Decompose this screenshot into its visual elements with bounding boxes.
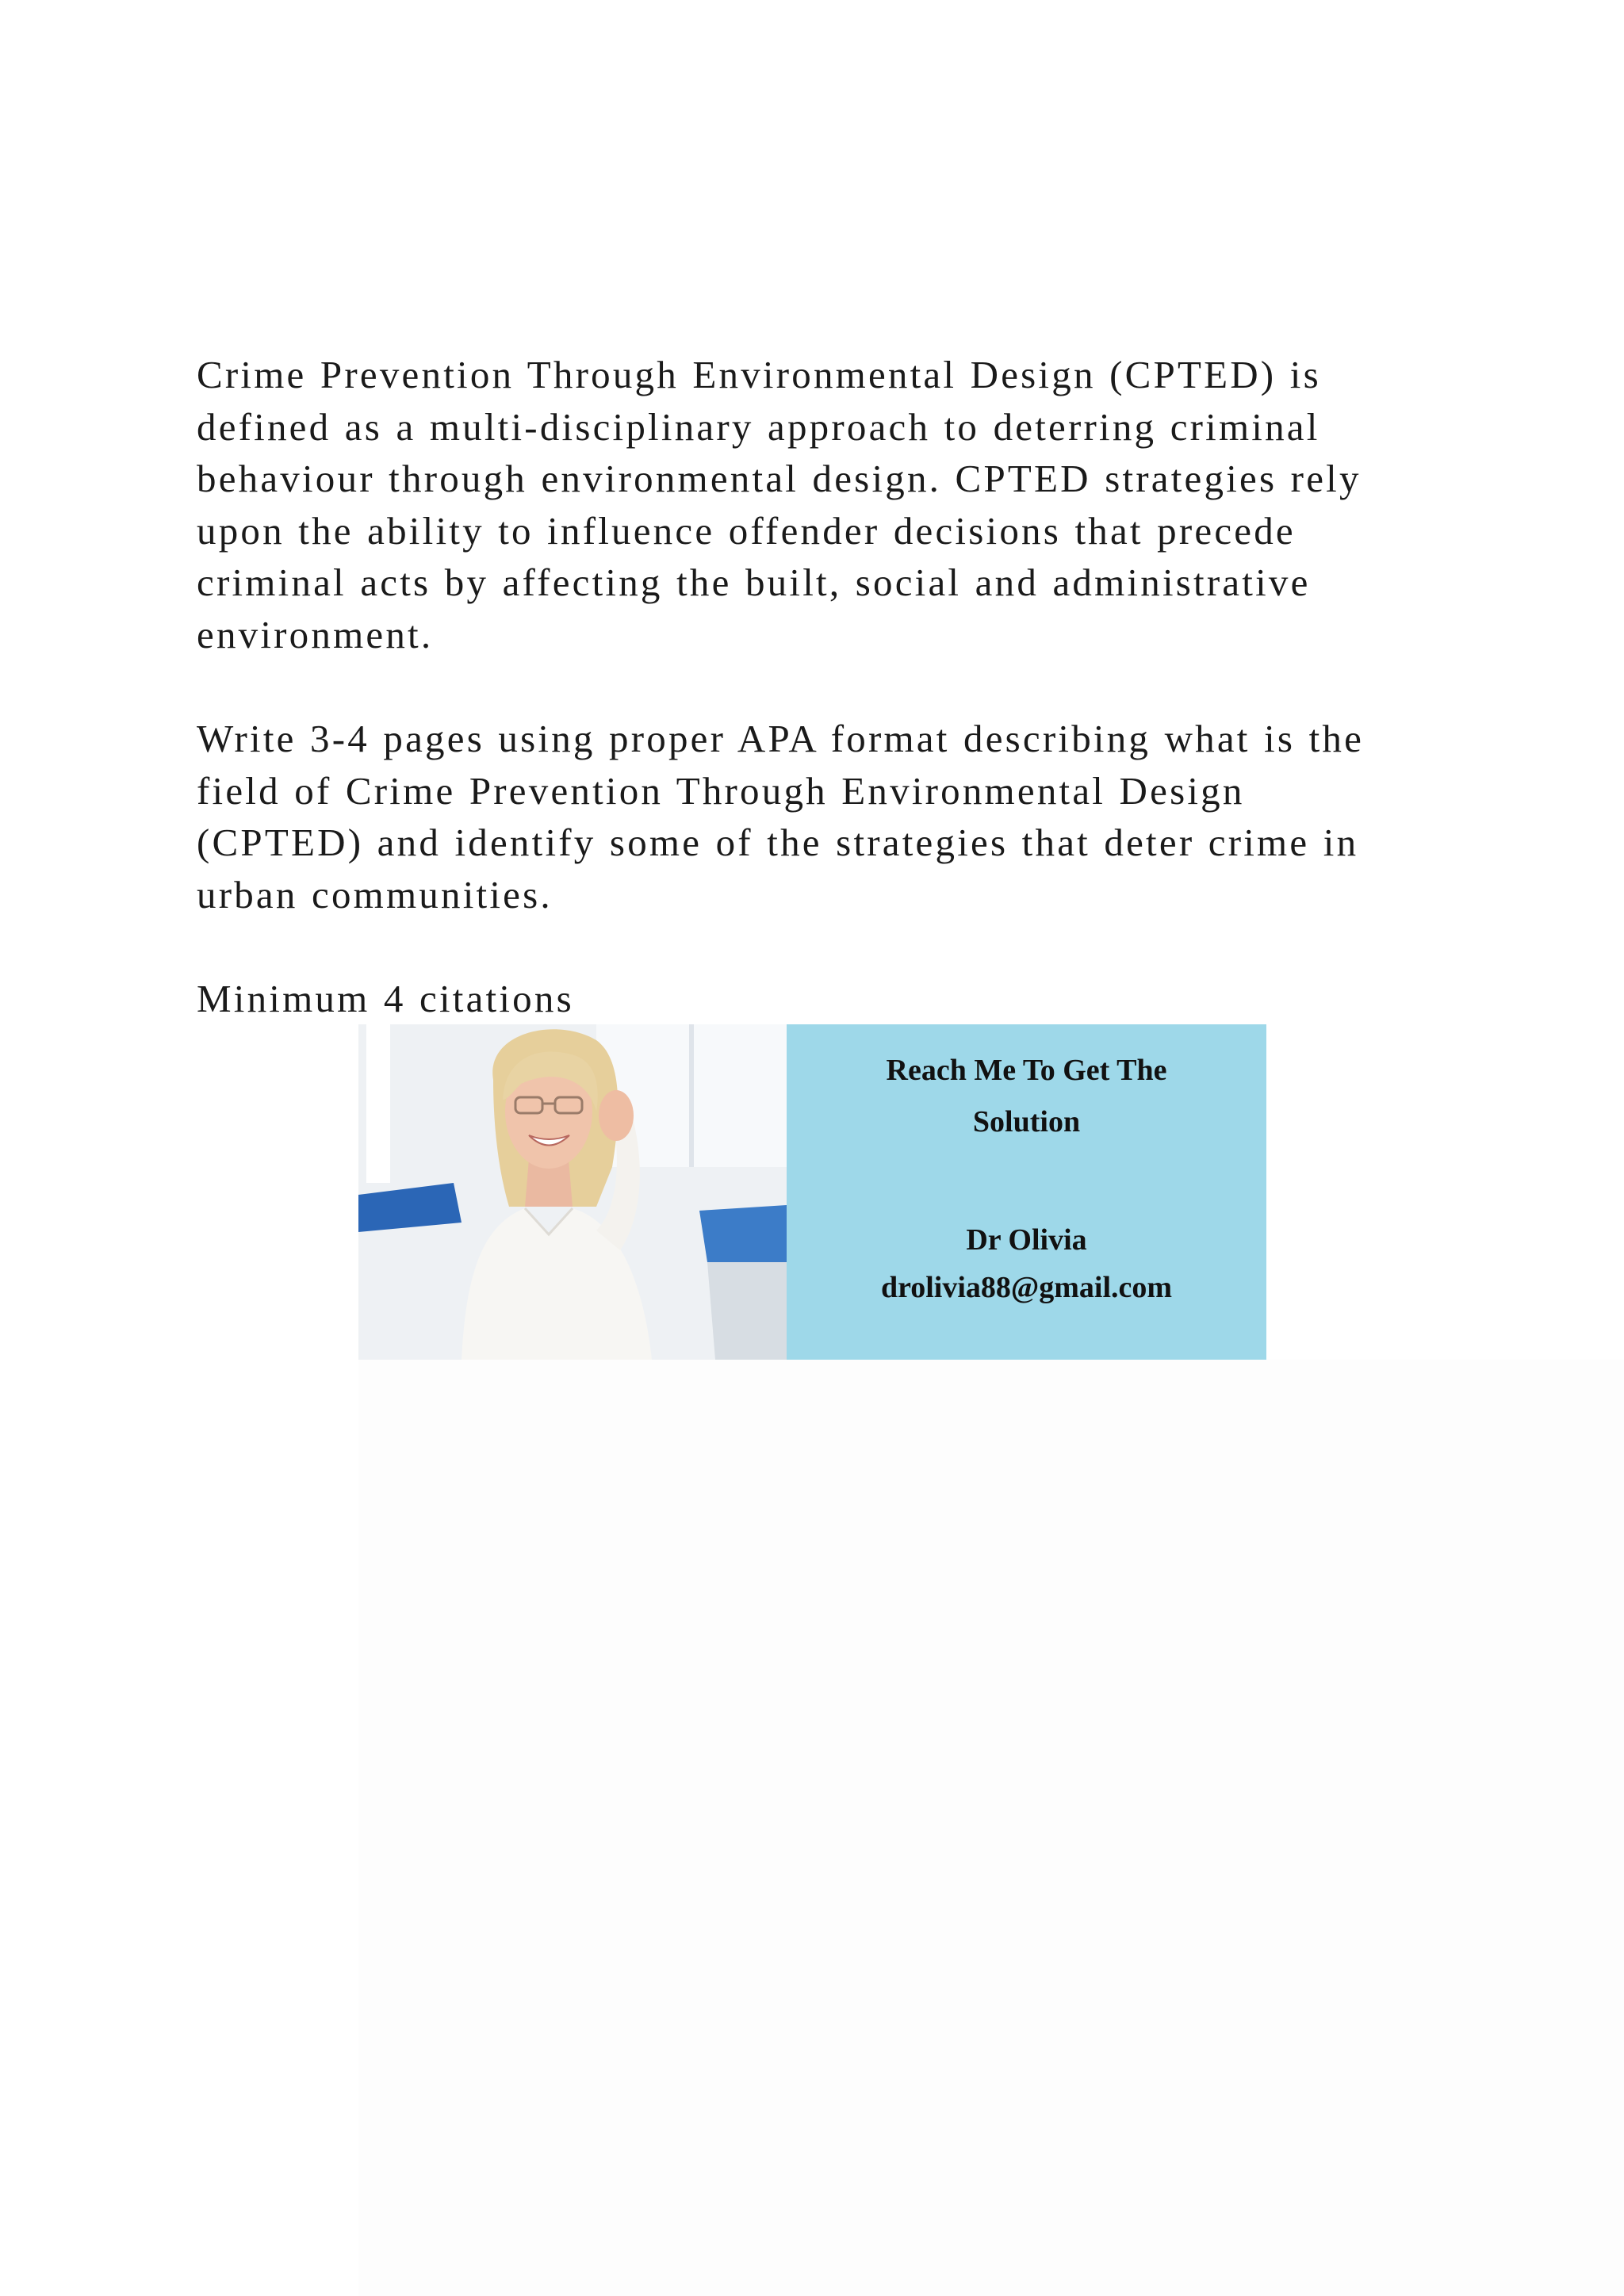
woman-photo [358,1024,787,1360]
paragraph-intro: Crime Prevention Through Environmental Design (CPTED) is defined as a multi-disciplinary approach to deterring criminal behaviour through environmental design. CPTED strategies rely upon the ability to influence offender decisions that precede criminal acts by affecting the built, social and administrative environment. [197,353,1362,656]
page-background-panel [358,1360,1624,2296]
woman-photo-illustration [358,1024,787,1360]
card-subheading: Solution [972,1105,1081,1138]
contact-banner [358,1024,1266,1360]
contact-card [787,1024,1266,1360]
paragraph-assignment: Write 3-4 pages using proper APA format describing what is the field of Crime Prevention Through Environmental Design (CPTED) and identify some of the strategies that deter crime in urban communities. [197,717,1365,916]
paragraph-citations: Minimum 4 citations [197,977,574,1020]
card-heading: Reach Me To Get The [886,1054,1167,1087]
contact-name: Dr Olivia [966,1223,1087,1257]
contact-email: drolivia88@gmail.com [880,1271,1173,1304]
